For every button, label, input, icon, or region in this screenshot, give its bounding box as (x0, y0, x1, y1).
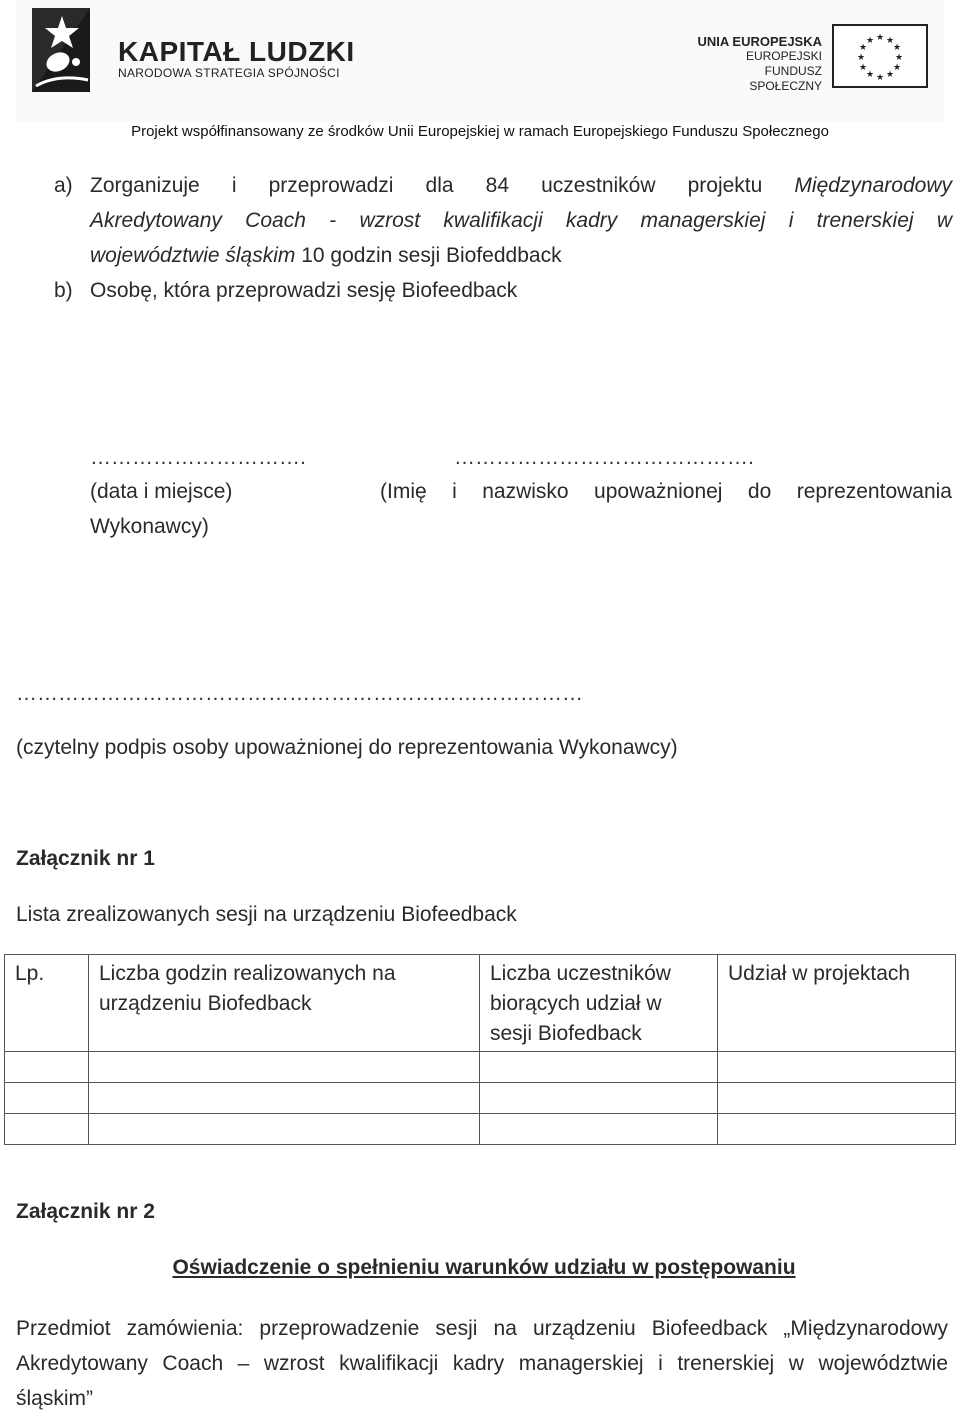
table-cell[interactable] (480, 1114, 718, 1145)
col-header-hours-line-1: Liczba godzin realizowanych na (99, 962, 396, 985)
svg-text:★: ★ (892, 43, 902, 53)
table-row (5, 1052, 956, 1083)
eu-line-2: EUROPEJSKI (745, 49, 822, 63)
table-cell[interactable] (89, 1052, 480, 1083)
sessions-table (4, 954, 956, 1140)
signature-dots: ……………………………………………………………………… (16, 682, 583, 705)
table-header-row (5, 955, 956, 1052)
annex-1-subtitle: Lista zrealizowanych sesji na urządzeniu Biofeedback (16, 903, 517, 926)
col-header-participants-line-1: Liczba uczestników (490, 962, 671, 985)
item-a-line-2: Akredytowany Coach - wzrost kwalifikacji kadry managerskiej i trenerskiej w (90, 209, 952, 232)
eu-flag-icon (832, 24, 928, 88)
name-dots: ……………………………………. (454, 446, 754, 469)
col-header-participants-line-3: sesji Biofedback (490, 1022, 642, 1045)
list-item-a-content (90, 168, 952, 273)
table-cell[interactable] (5, 1114, 89, 1145)
table-row (5, 1114, 956, 1145)
item-a-line-3-italic: województwie śląskim (90, 244, 296, 267)
order-subject-line-1: Przedmiot zamówienia: przeprowadzenie sesji na urządzeniu Biofeedback „Międzynarodowy (16, 1317, 948, 1340)
order-subject-line-2: Akredytowany Coach – wzrost kwalifikacji kadry managerskiej i trenerskiej w województwie (16, 1352, 948, 1375)
list-marker-b: b) (54, 279, 73, 302)
svg-text:★: ★ (885, 36, 895, 46)
authorized-person-caption: (Imię i nazwisko upoważnionej do reprezentowania (380, 480, 952, 503)
item-a-line-1-italic: Międzynarodowy (794, 174, 952, 197)
col-header-participants (480, 955, 718, 1052)
col-header-projects: Udział w projektach (718, 955, 956, 1052)
contractor-wrap: Wykonawcy) (90, 515, 209, 538)
svg-text:★: ★ (885, 70, 895, 80)
table-cell[interactable] (89, 1083, 480, 1114)
table-cell[interactable] (718, 1083, 956, 1114)
eu-line-1: UNIA EUROPEJSKA (697, 34, 822, 49)
brand-title: KAPITAŁ LUDZKI (118, 36, 355, 67)
table-cell[interactable] (89, 1114, 480, 1145)
item-a-line-1 (90, 168, 952, 203)
col-header-participants-line-2: biorących udział w (490, 992, 662, 1015)
order-subject-line-3: śląskim” (16, 1387, 93, 1410)
list-item-b (54, 273, 952, 309)
item-a-line-3 (90, 238, 952, 273)
svg-text:★: ★ (875, 33, 885, 43)
svg-text:★: ★ (894, 53, 904, 63)
statement-title (0, 1256, 960, 1280)
date-place-caption: (data i miejsce) (90, 480, 233, 503)
svg-text:★: ★ (858, 43, 868, 53)
list-marker-a: a) (54, 174, 73, 197)
signature-caption: (czytelny podpis osoby upoważnionej do reprezentowania Wykonawcy) (16, 736, 678, 759)
table-cell[interactable] (718, 1052, 956, 1083)
annex-2-title: Załącznik nr 2 (16, 1200, 155, 1223)
list-item-b-text: Osobę, która przeprowadzi sesję Biofeedback (90, 279, 518, 302)
item-a-line-3-text: 10 godzin sesji Biofeddback (295, 244, 562, 267)
table-cell[interactable] (480, 1083, 718, 1114)
list-item-a (54, 168, 952, 278)
eu-line-3: FUNDUSZ SPOŁECZNY (749, 64, 822, 93)
order-subject (16, 1311, 948, 1416)
svg-text:★: ★ (865, 70, 875, 80)
table-row (5, 1083, 956, 1114)
eu-text-block (696, 34, 822, 94)
item-a-line-1-text: Zorganizuje i przeprowadzi dla 84 uczestników projektu (90, 174, 763, 197)
svg-text:★: ★ (875, 73, 885, 83)
col-header-hours-line-2: urządzeniu Biofedback (99, 992, 312, 1015)
svg-text:★: ★ (856, 53, 866, 63)
table-cell[interactable] (5, 1052, 89, 1083)
svg-text:★: ★ (858, 63, 868, 73)
svg-text:★: ★ (892, 63, 902, 73)
kapital-ludzki-logo-icon (28, 6, 108, 96)
svg-text:★: ★ (865, 36, 875, 46)
annex-1-title: Załącznik nr 1 (16, 847, 155, 870)
col-header-lp: Lp. (5, 955, 89, 1052)
table-cell[interactable] (480, 1052, 718, 1083)
col-header-hours (89, 955, 480, 1052)
table-cell[interactable] (5, 1083, 89, 1114)
brand-subtitle: NARODOWA STRATEGIA SPÓJNOŚCI (118, 66, 340, 80)
date-place-dots: …………………………. (90, 446, 306, 469)
statement-title-text: Oświadczenie o spełnieniu warunków udziału w postępowaniu (172, 1256, 796, 1279)
cofinancing-note: Projekt współfinansowany ze środków Unii Europejskiej w ramach Europejskiego Funduszu Społecznego (131, 123, 829, 140)
table-cell[interactable] (718, 1114, 956, 1145)
